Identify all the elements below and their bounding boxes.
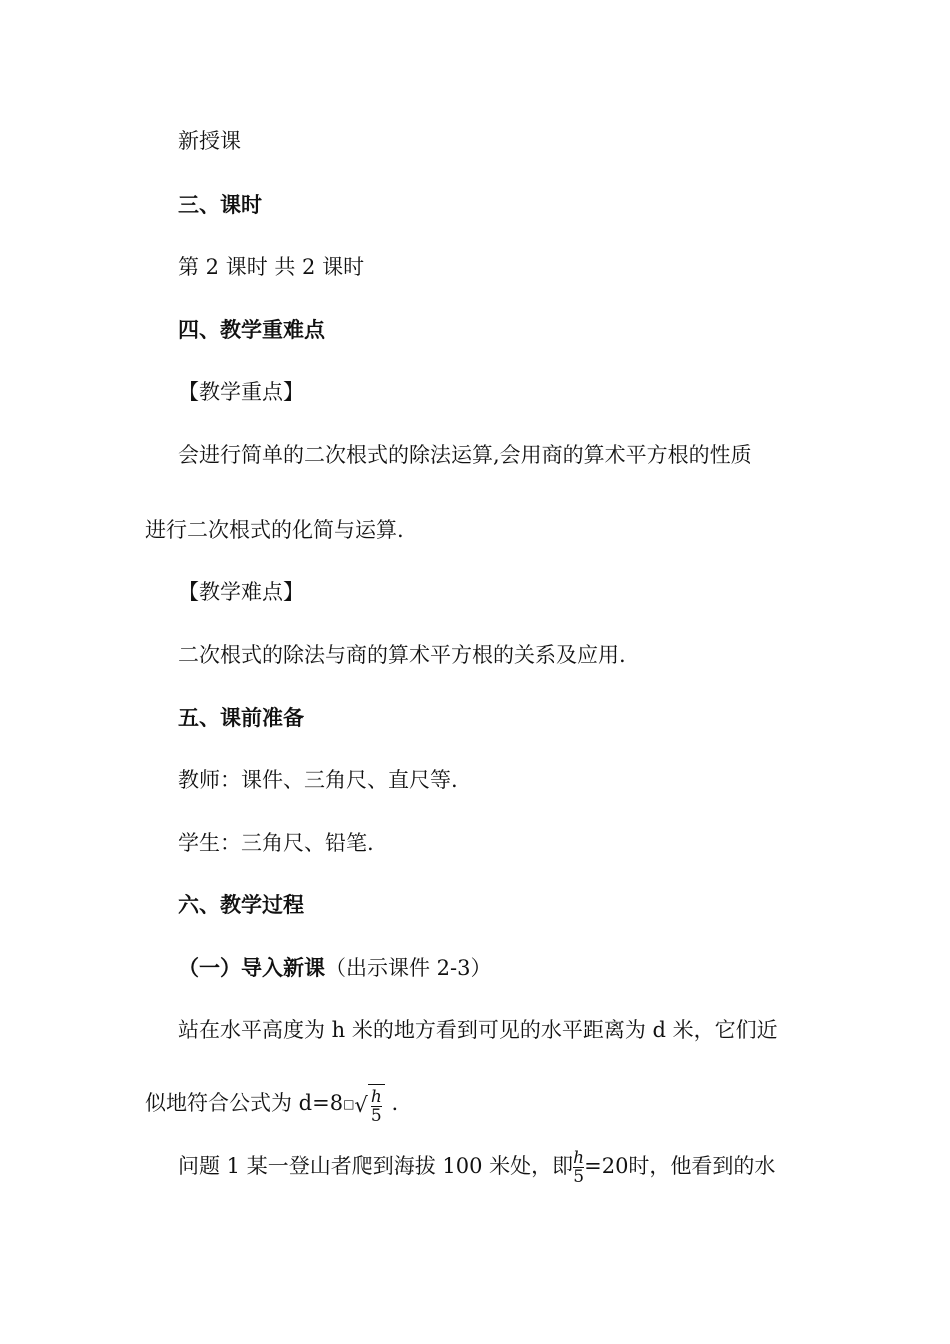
intro-rest: （出示课件 2-3） — [325, 956, 492, 980]
paragraph-line: 会进行简单的二次根式的除法运算,会用商的算术平方根的性质 — [178, 443, 752, 467]
root-index: □ — [343, 1097, 355, 1111]
subheading: 【教学重点】 — [178, 380, 304, 404]
text-line: 新授课 — [178, 129, 241, 153]
question-line — [178, 1146, 775, 1186]
paragraph-line: 二次根式的除法与商的算术平方根的关系及应用. — [178, 643, 626, 667]
formula-line — [145, 1083, 398, 1125]
fraction: $\frac{h}{5}$ — [573, 1148, 585, 1187]
intro-bold: （一）导入新课 — [178, 955, 325, 980]
section-heading: 三、课时 — [178, 192, 262, 217]
fraction: $\frac{h}{5}$ — [370, 1087, 382, 1126]
formula-prefix: 似地符合公式为 d=8 — [145, 1091, 344, 1115]
text-line: 教师：课件、三角尺、直尺等. — [178, 768, 458, 792]
formula-suffix: . — [384, 1091, 399, 1115]
sqrt-expression: □√ $\frac{h}{5}$ — [343, 1084, 385, 1125]
section-heading: 六、教学过程 — [178, 892, 304, 917]
text-line: 学生：三角尺、铅笔. — [178, 831, 374, 855]
text-line: 第 2 课时 共 2 课时 — [178, 255, 365, 279]
question-suffix: =20时，他看到的水 — [584, 1154, 776, 1178]
paragraph-line: 进行二次根式的化简与运算. — [145, 518, 404, 542]
section-heading: 四、教学重难点 — [178, 317, 325, 342]
question-prefix: 问题 1 某一登山者爬到海拔 100 米处，即 — [178, 1154, 574, 1178]
paragraph-line: 站在水平高度为 h 米的地方看到可见的水平距离为 d 米，它们近 — [178, 1018, 778, 1042]
intro-heading — [178, 954, 492, 982]
section-heading: 五、课前准备 — [178, 705, 304, 730]
subheading: 【教学难点】 — [178, 580, 304, 604]
